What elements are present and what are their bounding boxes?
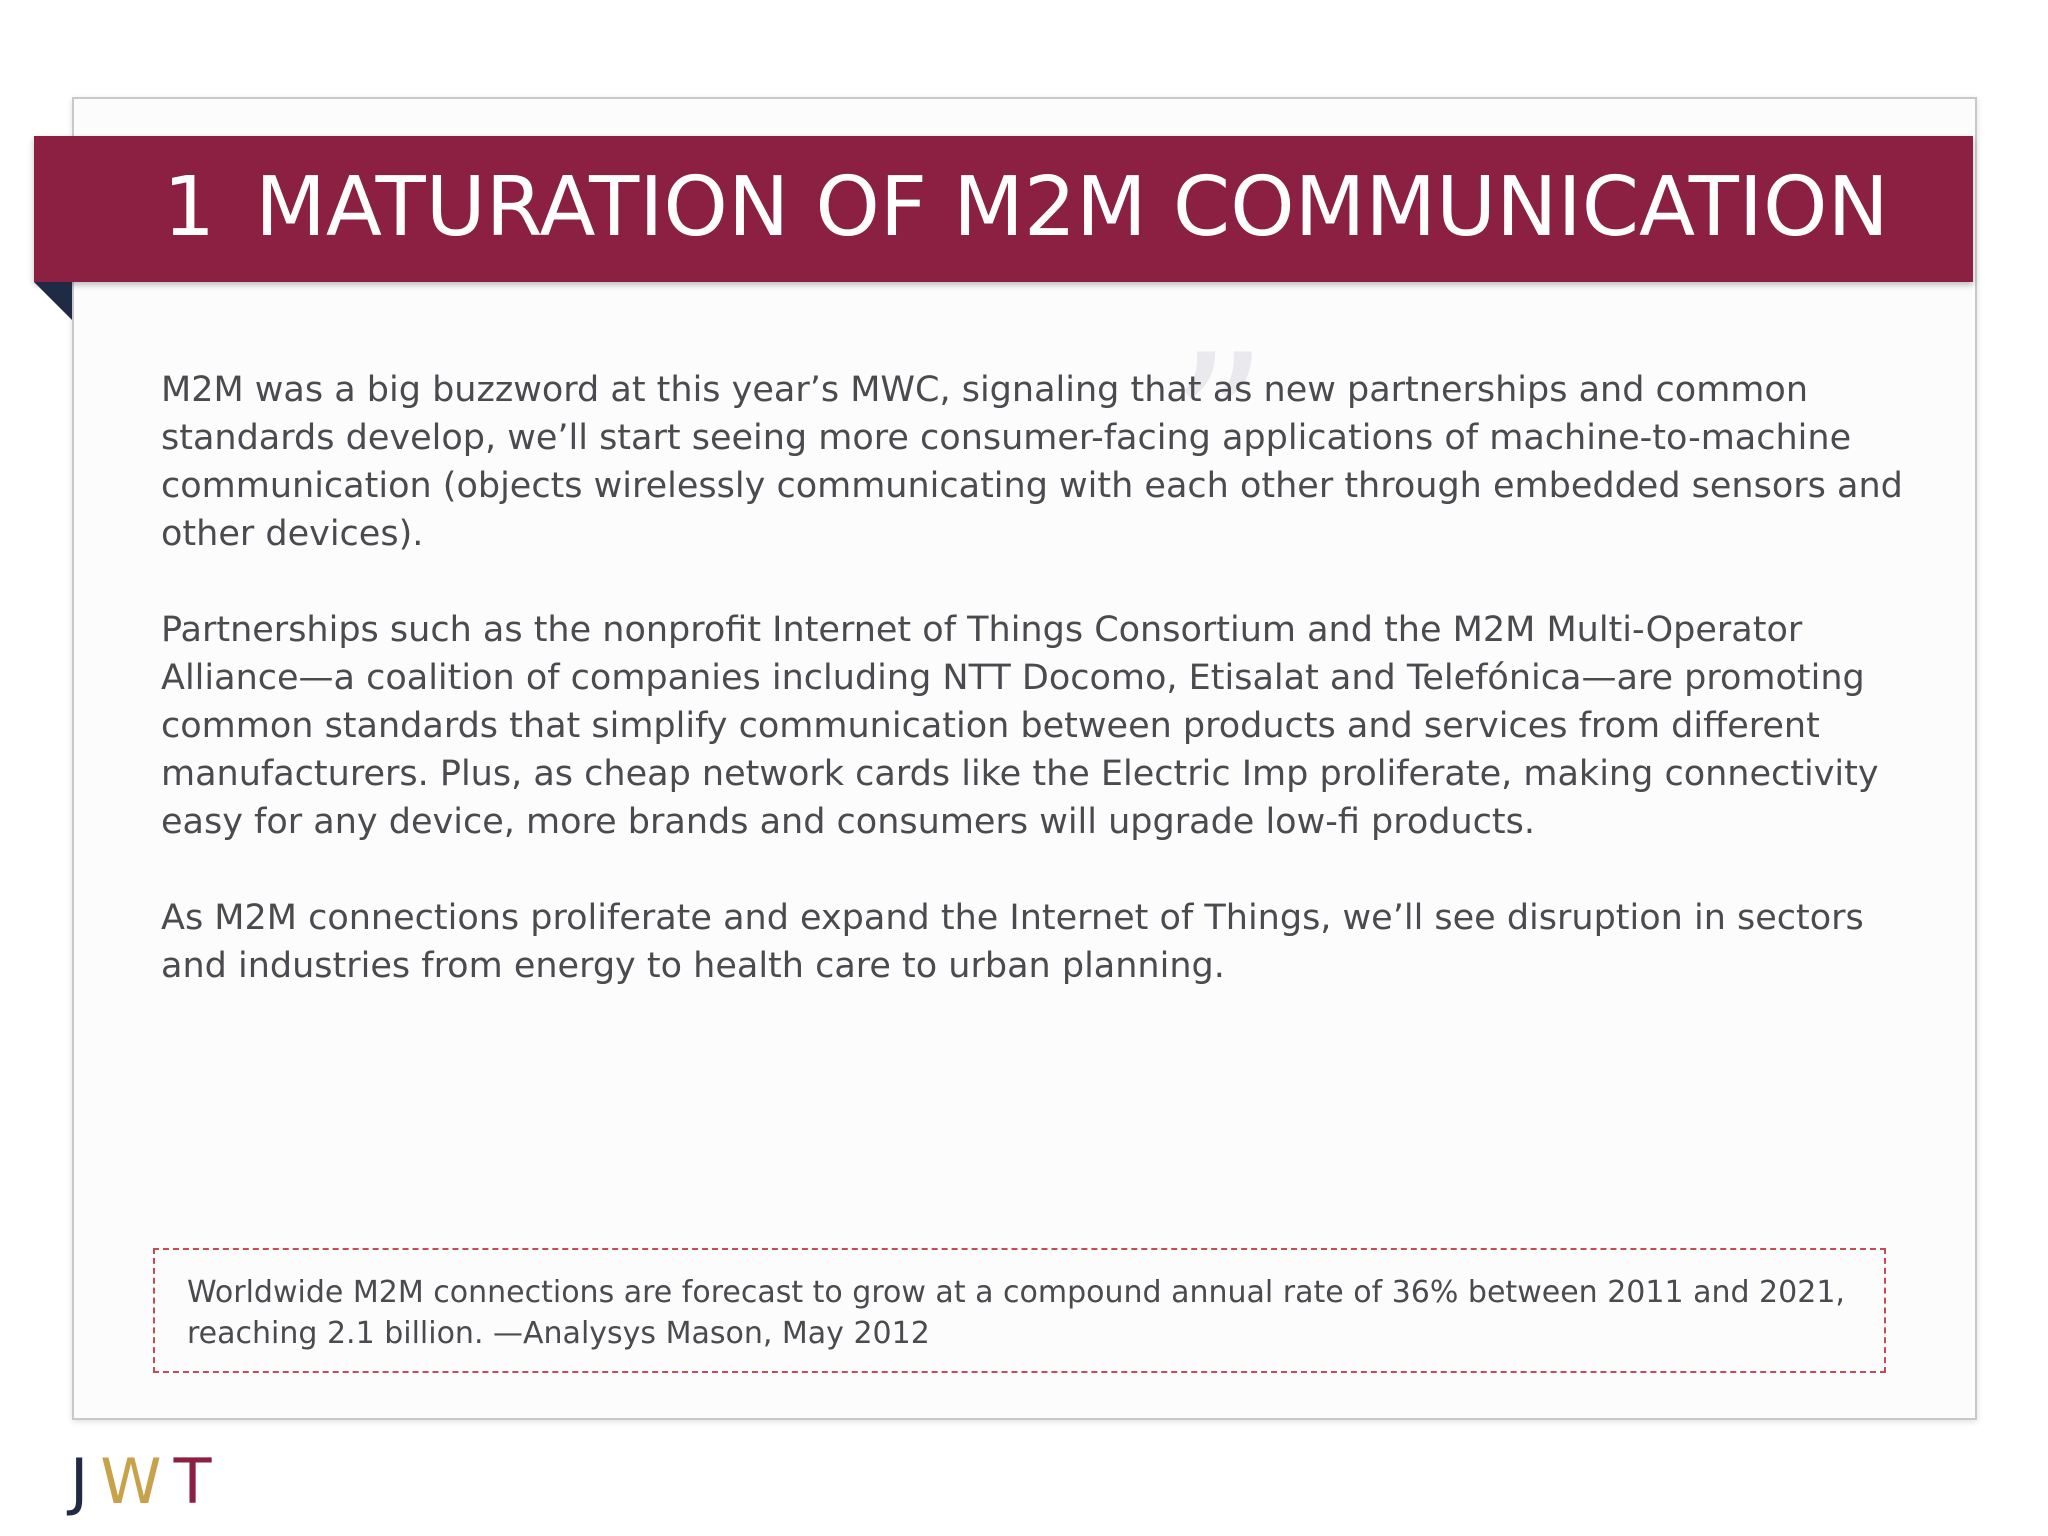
body-text — [161, 366, 1921, 1038]
paragraph-2: Partnerships such as the nonprofit Internet of Things Consortium and the M2M Multi-Operator Alliance—a coalition of companies including NTT Docomo, Etisalat and Telefónica—are promoting common standards that simplify communication between products and services from different manufacturers. Plus, as cheap network cards like the Electric Imp proliferate, making connectivity easy for any device, more brands and consumers will upgrade low-fi products. — [161, 610, 1879, 842]
callout-box — [153, 1248, 1886, 1373]
page-title — [163, 158, 1889, 258]
callout-text: Worldwide M2M connections are forecast to grow at a compound annual rate of 36% between 2011 and 2021, reaching 2.1 billion. —Analysys Mason, May 2012 — [187, 1275, 1845, 1351]
paragraph-1: M2M was a big buzzword at this year’s MWC, signaling that as new partnerships and common standards develop, we’ll start seeing more consumer-facing applications of machine-to-machine communication (objects wirelessly communicating with each other through embedded sensors and other devices). — [161, 370, 1903, 554]
slide-number: 1 — [163, 160, 216, 255]
quote-mark-icon: ” — [1170, 314, 1268, 535]
banner-fold — [34, 282, 72, 320]
jwt-logo — [70, 1447, 223, 1517]
paragraph-3: As M2M connections proliferate and expand the Internet of Things, we’ll see disruption in sectors and industries from energy to health care to urban planning. — [161, 898, 1864, 986]
logo-letter-j: J — [70, 1445, 89, 1518]
logo-letter-w: W — [100, 1445, 162, 1518]
slide-title: MATURATION OF M2M COMMUNICATION — [255, 160, 1889, 255]
logo-letter-t: T — [173, 1445, 212, 1518]
